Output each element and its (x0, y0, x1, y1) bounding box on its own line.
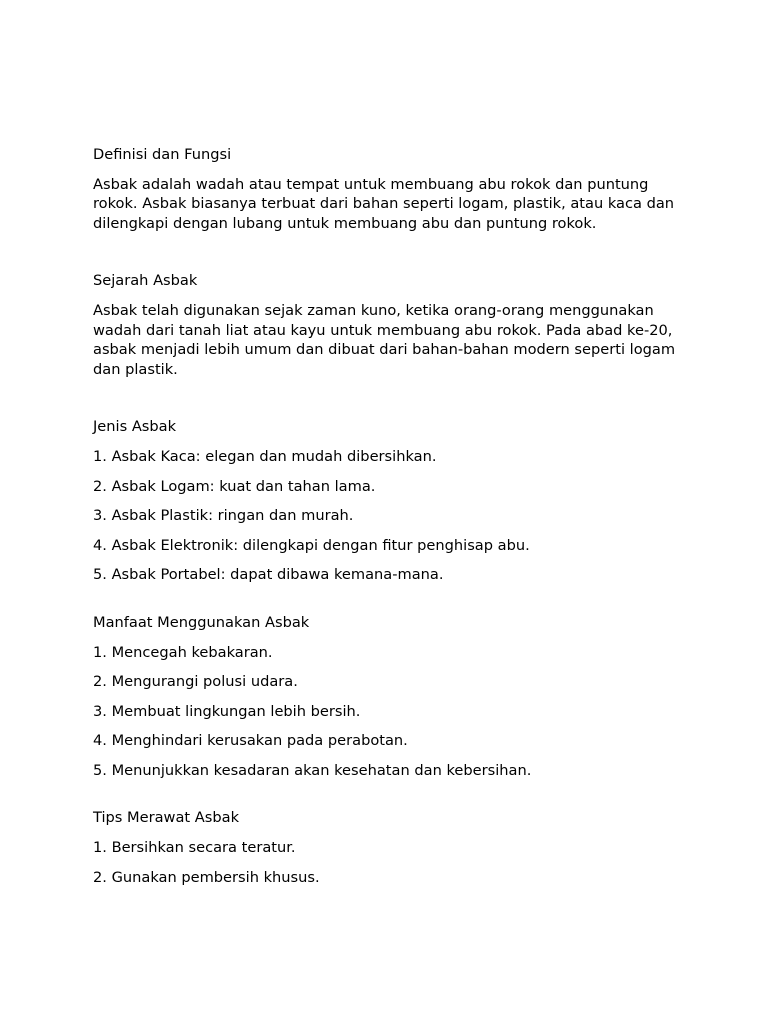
section-heading: Sejarah Asbak (93, 272, 198, 290)
section-paragraph: Asbak adalah wadah atau tempat untuk membuang abu rokok dan puntung rokok. Asbak biasanya terbuat dari bahan seperti logam, plastik, atau kaca dan dilengkapi dengan lubang untuk membuang abu dan puntung rokok. (93, 175, 675, 232)
section-heading: Tips Merawat Asbak (93, 809, 240, 827)
document-page (93, 145, 693, 915)
section-sejarah (93, 271, 693, 379)
section-definisi (93, 145, 693, 233)
list-item: 1. Bersihkan secara teratur. (93, 839, 296, 857)
list-item: 5. Menunjukkan kesadaran akan kesehatan dan kebersihan. (93, 761, 532, 779)
list-item: 2. Asbak Logam: kuat dan tahan lama. (93, 477, 376, 495)
list-item: 3. Membuat lingkungan lebih bersih. (93, 702, 361, 720)
section-paragraph: Asbak telah digunakan sejak zaman kuno, ketika orang-orang menggunakan wadah dari tanah liat atau kayu untuk membuang abu rokok. Pada abad ke-20, asbak menjadi lebih umum dan dibuat dari bahan-bahan modern seperti logam dan plastik. (93, 301, 676, 378)
section-manfaat (93, 613, 693, 781)
list-item: 5. Asbak Portabel: dapat dibawa kemana-mana. (93, 566, 444, 584)
list-item: 4. Asbak Elektronik: dilengkapi dengan fitur penghisap abu. (93, 536, 530, 554)
section-heading: Jenis Asbak (93, 418, 177, 436)
list-item: 3. Asbak Plastik: ringan dan murah. (93, 507, 354, 525)
list-item: 2. Gunakan pembersih khusus. (93, 868, 320, 886)
list-item: 4. Menghindari kerusakan pada perabotan. (93, 732, 408, 750)
list-item: 2. Mengurangi polusi udara. (93, 673, 298, 691)
section-tips (93, 808, 693, 887)
list-item: 1. Mencegah kebakaran. (93, 643, 273, 661)
list-item: 1. Asbak Kaca: elegan dan mudah dibersihkan. (93, 447, 437, 465)
section-jenis (93, 417, 693, 585)
section-heading: Definisi dan Fungsi (93, 146, 232, 163)
section-heading: Manfaat Menggunakan Asbak (93, 613, 310, 631)
